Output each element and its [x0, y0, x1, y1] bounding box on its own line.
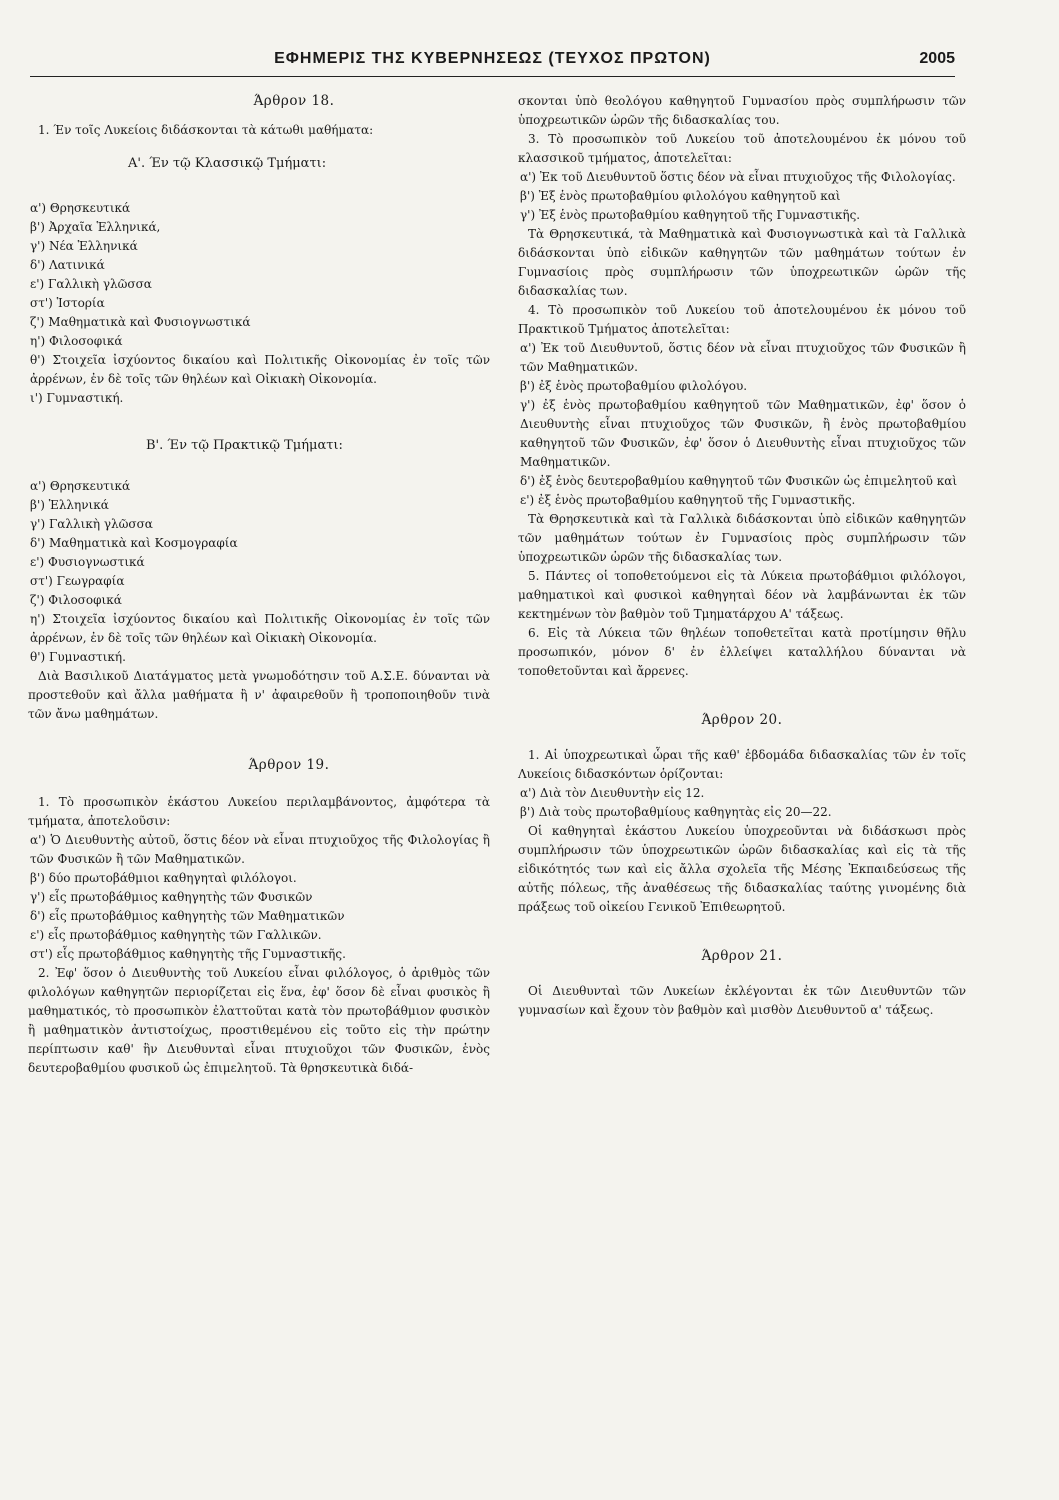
list-item: στ') εἷς πρωτοβάθμιος καθηγητὴς τῆς Γυμναστικῆς. — [30, 947, 346, 961]
article-20-para-2: Οἱ καθηγηταὶ ἑκάστου Λυκείου ὑποχρεοῦνται νὰ διδάσκωσι πρὸς συμπλήρωσιν τῶν ὑποχρεωτικῶν ὡρῶν διδασκαλίας καὶ εἰς τὰ τῆς εἰδικότητός των καὶ εἰς ἄλλα σχολεῖα τῆς Μέσης Ἐκπαιδεύσεως τῆς αὐτῆς πόλεως, τῆς ἀναθέσεως τῆς διδασκαλίας ταύτης γινομένης διὰ πράξεως τοῦ οἰκείου Γενικοῦ Ἐπιθεωρητοῦ. — [518, 824, 966, 914]
list-item: α') Θρησκευτικά — [30, 201, 131, 215]
page-number: 2005 — [919, 50, 955, 67]
list-item: α') Διὰ τὸν Διευθυντὴν εἰς 12. — [520, 786, 705, 800]
page-header — [30, 48, 955, 77]
list-item: δ') Μαθηματικὰ καὶ Κοσμογραφία — [30, 536, 238, 550]
list-item: η') Φιλοσοφικά — [30, 334, 123, 348]
article-19-para-3: 3. Τὸ προσωπικὸν τοῦ Λυκείου τοῦ ἀποτελουμένου ἐκ μόνου τοῦ κλασσικοῦ τμήματος, ἀποτελεῖται: — [518, 132, 966, 165]
list-item: α') Ἐκ τοῦ Διευθυντοῦ ὅστις δέον νὰ εἶναι πτυχιοῦχος τῆς Φιλολογίας. — [520, 170, 956, 184]
continued-text: σκονται ὑπὸ θεολόγου καθηγητοῦ Γυμνασίου πρὸς συμπλήρωσιν τῶν ὑποχρεωτικῶν ὡρῶν τῆς διδασκαλίας του. — [518, 94, 966, 127]
list-item: α') Ἐκ τοῦ Διευθυντοῦ, ὅστις δέον νὰ εἶναι πτυχιοῦχος τῶν Φυσικῶν ἢ τῶν Μαθηματικῶν. — [520, 341, 966, 374]
list-item: δ') εἷς πρωτοβάθμιος καθηγητὴς τῶν Μαθηματικῶν — [30, 909, 345, 923]
list-item: β') Ἀρχαῖα Ἑλληνικά, — [30, 220, 161, 234]
article-19-para-4: 4. Τὸ προσωπικὸν τοῦ Λυκείου τοῦ ἀποτελουμένου ἐκ μόνου τοῦ Πρακτικοῦ Τμήματος ἀποτελεῖται: — [518, 303, 966, 336]
right-column — [518, 92, 966, 1020]
list-item: ι') Γυμναστική. — [30, 391, 124, 405]
list-item: β') Διὰ τοὺς πρωτοβαθμίους καθηγητὰς εἰς 20—22. — [520, 805, 832, 819]
section-a-list — [28, 199, 490, 408]
list-item: γ') Γαλλικὴ γλῶσσα — [30, 517, 153, 531]
list-item: γ') ἐξ ἑνὸς πρωτοβαθμίου καθηγητοῦ τῶν Μαθηματικῶν, ἐφ' ὅσον ὁ Διευθυντὴς εἶναι πτυχιοῦχος τῶν Φυσικῶν, ἢ ἑνὸς πρωτοβαθμίου καθηγητοῦ τῶν Φυσικῶν, ἐφ' ὅσον ὁ Διευθυντὴς εἶναι πτυχιοῦχος τῶν Μαθηματικῶν. — [520, 398, 966, 469]
list-item: δ') ἐξ ἑνὸς δευτεροβαθμίου καθηγητοῦ τῶν Φυσικῶν ὡς ἐπιμελητοῦ καὶ — [520, 474, 958, 488]
article-19-heading: Άρθρον 19. — [248, 757, 330, 773]
list-item: β') Ἑλληνικά — [30, 498, 109, 512]
gazette-title: ΕΦΗΜΕΡΙΣ ΤΗΣ ΚΥΒΕΡΝΗΣΕΩΣ (ΤΕΥΧΟΣ ΠΡΩΤΟΝ) — [274, 50, 711, 67]
list-item: ε') Γαλλικὴ γλῶσσα — [30, 277, 152, 291]
section-b-list — [28, 477, 490, 667]
article-19-para-4b: Τὰ Θρησκευτικὰ καὶ τὰ Γαλλικὰ διδάσκονται ὑπὸ εἰδικῶν καθηγητῶν τῶν μαθημάτων τούτων ἐν Γυμνασίοις πρὸς συμπλήρωσιν τῶν ὑποχρεωτικῶν ὡρῶν τῆς διδασκαλίας των. — [518, 512, 966, 564]
article-19-para-6: 6. Εἰς τὰ Λύκεια τῶν θηλέων τοποθετεῖται κατὰ προτίμησιν θῆλυ προσωπικόν, μόνον δ' ἐν ἐλλείψει καταλλήλου δύνανται νὰ τοποθετοῦνται καὶ ἄρρενες. — [518, 626, 966, 678]
list-item: ε') Φυσιογνωστικά — [30, 555, 145, 569]
list-item: γ') εἷς πρωτοβάθμιος καθηγητὴς τῶν Φυσικῶν — [30, 890, 313, 904]
article-18-para-1: 1. Έν τοῖς Λυκείοις διδάσκονται τὰ κάτωθι μαθήματα: — [38, 123, 374, 137]
list-item: θ') Γυμναστική. — [30, 650, 126, 664]
article-21-heading: Άρθρον 21. — [701, 948, 783, 964]
list-item: δ') Λατινικά — [30, 258, 105, 272]
list-item: β') Ἐξ ἑνὸς πρωτοβαθμίου φιλολόγου καθηγητοῦ καὶ — [520, 189, 841, 203]
list-item: ε') εἷς πρωτοβάθμιος καθηγητὴς τῶν Γαλλικῶν. — [30, 928, 322, 942]
article-21-para-1: Οἱ Διευθυνταὶ τῶν Λυκείων ἐκλέγονται ἐκ τῶν Διευθυντῶν τῶν γυμνασίων καὶ ἔχουν τὸν βαθμὸν καὶ μισθὸν Διευθυντοῦ α' τάξεως. — [518, 984, 966, 1017]
list-item: γ') Νέα Ἑλληνικά — [30, 239, 138, 253]
list-item: α') Ὁ Διευθυντὴς αὐτοῦ, ὅστις δέον νὰ εἶναι πτυχιοῦχος τῆς Φιλολογίας ἢ τῶν Φυσικῶν ἢ τῶν Μαθηματικῶν. — [30, 833, 490, 866]
article-19-para-1: 1. Τὸ προσωπικὸν ἑκάστου Λυκείου περιλαμβάνοντος, ἀμφότερα τὰ τμήματα, ἀποτελοῦσιν: — [28, 795, 490, 828]
list-item: ε') ἐξ ἑνὸς πρωτοβαθμίου καθηγητοῦ τῆς Γυμναστικῆς. — [520, 493, 856, 507]
list-item: β') ἐξ ἑνὸς πρωτοβαθμίου φιλολόγου. — [520, 379, 748, 393]
list-item: ζ') Μαθηματικὰ καὶ Φυσιογνωστικά — [30, 315, 251, 329]
list-item: α') Θρησκευτικά — [30, 479, 131, 493]
article-19-para-5: 5. Πάντες οἱ τοποθετούμενοι εἰς τὰ Λύκεια πρωτοβάθμιοι φιλόλογοι, μαθηματικοὶ καὶ φυσικοὶ καθηγηταὶ δέον νὰ λαμβάνωνται ἐκ τῶν κεκτημένων τὸν βαθμὸν τοῦ Τμηματάρχου Α' τάξεως. — [518, 569, 966, 621]
section-a-heading: Α'. Έν τῷ Κλασσικῷ Τμήματι: — [128, 156, 327, 171]
list-item: στ') Γεωγραφία — [30, 574, 125, 588]
left-column — [28, 92, 490, 1078]
article-20-heading: Άρθρον 20. — [701, 712, 783, 728]
article-19-para-2: 2. Ἐφ' ὅσον ὁ Διευθυντὴς τοῦ Λυκείου εἶναι φιλόλογος, ὁ ἀριθμὸς τῶν φιλολόγων καθηγητῶν περιορίζεται εἰς ἕνα, ἐφ' ὅσον δὲ εἶναι φυσικὸς ἢ μαθηματικός, τὸ προσωπικὸν ἐλαττοῦται κατὰ τὸν πρωτοβάθμιον φυσικὸν ἢ μαθηματικὸν ἀντιστοίχως, προστιθεμένου εἰς τοῦτο εἰς τὴν πρώτην περίπτωσιν καθ' ἣν Διευθυνταὶ εἶναι πτυχιοῦχοι τῶν Φυσικῶν, ἑνὸς δευτεροβαθμίου φυσικοῦ ὡς ἐπιμελητοῦ. Τὰ θρησκευτικὰ διδά- — [28, 966, 490, 1075]
list-item: β') δύο πρωτοβάθμιοι καθηγηταὶ φιλόλογοι. — [30, 871, 297, 885]
list-item: γ') Ἐξ ἑνὸς πρωτοβαθμίου καθηγητοῦ τῆς Γυμναστικῆς. — [520, 208, 861, 222]
list-item: στ') Ἱστορία — [30, 296, 105, 310]
article-19-para-3b: Τὰ Θρησκευτικά, τὰ Μαθηματικὰ καὶ Φυσιογνωστικὰ καὶ τὰ Γαλλικὰ διδάσκονται ὑπὸ εἰδικῶν καθηγητῶν τῶν μαθημάτων τούτων ἐν Γυμνασίοις πρὸς συμπλήρωσιν τῶν ὑποχρεωτικῶν ὡρῶν τῆς διδασκαλίας των. — [518, 227, 966, 298]
article-18-heading: Άρθρον 18. — [253, 93, 335, 109]
section-b-heading: Β'. Έν τῷ Πρακτικῷ Τμήματι: — [146, 438, 343, 453]
article-20-para-1: 1. Αἱ ὑποχρεωτικαὶ ὧραι τῆς καθ' ἑβδομάδα διδασκαλίας τῶν ἐν τοῖς Λυκείοις διδασκόντων ὁρίζονται: — [518, 748, 966, 781]
list-item: ζ') Φιλοσοφικά — [30, 593, 122, 607]
article-18-para-2: Διὰ Βασιλικοῦ Διατάγματος μετὰ γνωμοδότησιν τοῦ Α.Σ.Ε. δύνανται νὰ προστεθοῦν καὶ ἄλλα μαθήματα ἢ ν' ἀφαιρεθοῦν ἢ τροποποιηθοῦν τινὰ τῶν ἄνω μαθημάτων. — [28, 669, 490, 721]
list-item: θ') Στοιχεῖα ἰσχύοντος δικαίου καὶ Πολιτικῆς Οἰκονομίας ἐν τοῖς τῶν ἀρρένων, ἐν δὲ τοῖς τῶν θηλέων καὶ Οἰκιακὴ Οἰκονομία. — [30, 353, 490, 386]
list-item: η') Στοιχεῖα ἰσχύοντος δικαίου καὶ Πολιτικῆς Οἰκονομίας ἐν τοῖς τῶν ἀρρένων, ἐν δὲ τοῖς τῶν θηλέων καὶ Οἰκιακὴ Οἰκονομία. — [30, 612, 490, 645]
